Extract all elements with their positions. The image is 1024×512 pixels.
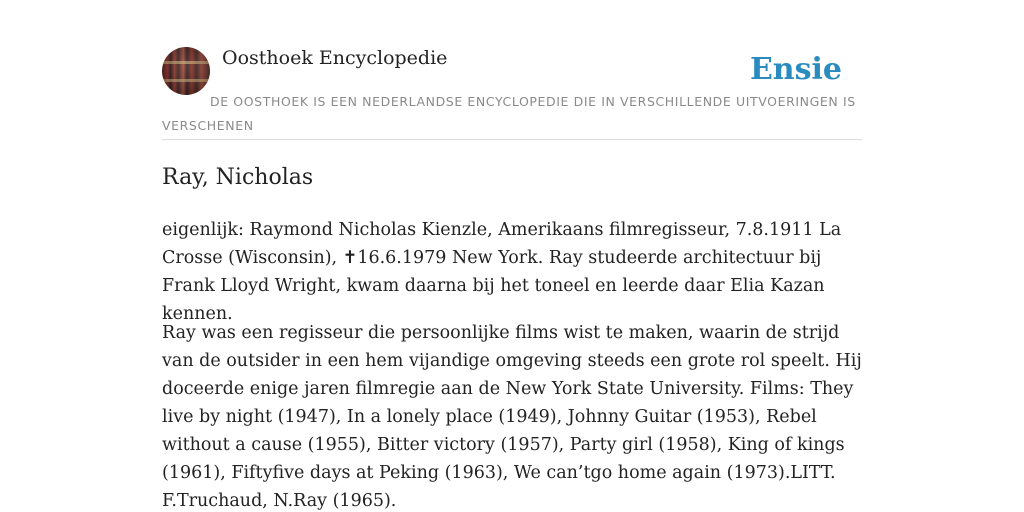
brand-logo[interactable]: Ensie bbox=[749, 52, 842, 87]
site-title[interactable]: Oosthoek Encyclopedie bbox=[222, 47, 448, 69]
entry-title: Ray, Nicholas bbox=[162, 165, 314, 190]
entry-paragraph: eigenlijk: Raymond Nicholas Kienzle, Amerikaans filmregisseur, 7.8.1911 La Crosse (Wisconsin), ✝16.6.1979 New York. Ray studeerde architectuur bij Frank Lloyd Wright, kwam daarna bij het toneel en leerde daar Elia Kazan kennen. bbox=[162, 220, 842, 324]
entry-paragraph: Ray was een regisseur die persoonlijke films wist te maken, waarin de strijd van de outsider in een hem vijandige omgeving steeds een grote rol speelt. Hij doceerde enige jaren filmregie aan de New York State University. Films: They live by night (1947), In a lonely place (1949), Johnny Guitar (1953), Rebel without a cause (1955), Bitter victory (1957), Party girl (1958), King of kings (1961), Fiftyfive days at Peking (1963), We can’tgo home again (1973).LITT. F.Truchaud, N.Ray (1965). bbox=[162, 323, 862, 511]
header-divider bbox=[162, 139, 862, 140]
site-subtitle: DE OOSTHOEK IS EEN NEDERLANDSE ENCYCLOPEDIE DIE IN VERSCHILLENDE UITVOERINGEN IS VERSCHENEN bbox=[162, 94, 856, 133]
encyclopedia-avatar[interactable] bbox=[162, 47, 210, 95]
